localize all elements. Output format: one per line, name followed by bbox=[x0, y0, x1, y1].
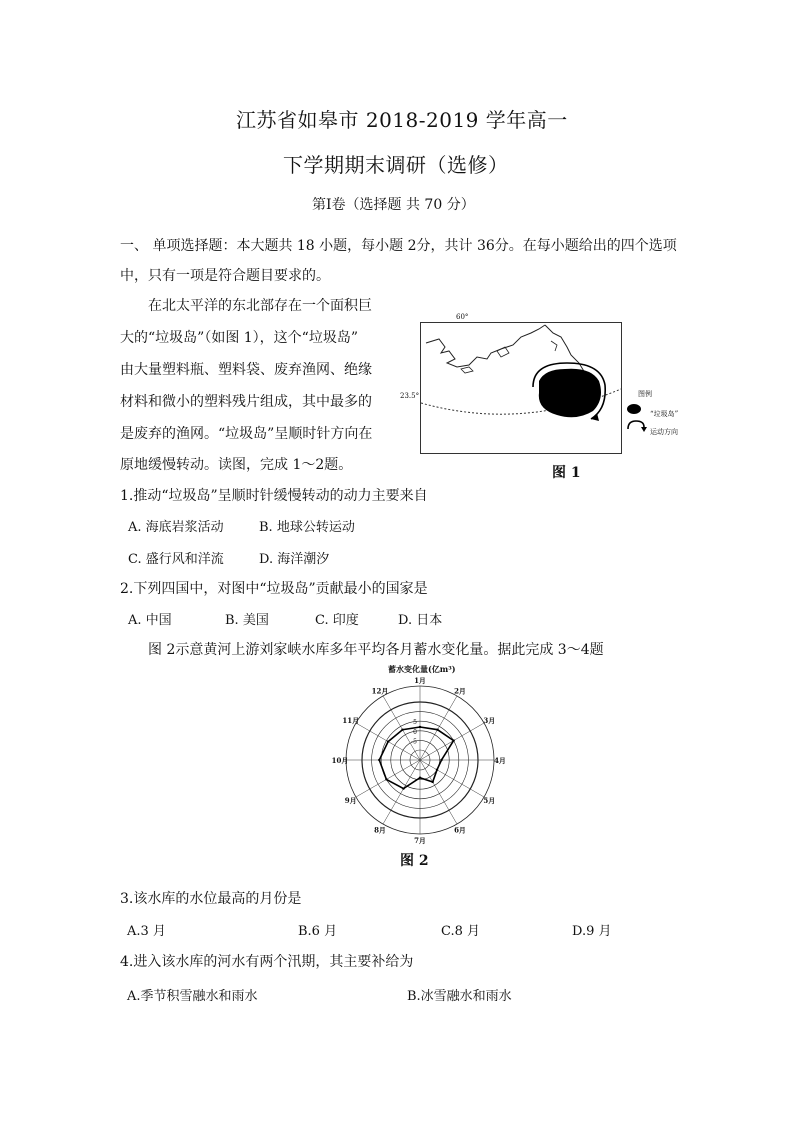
q2-option-c[interactable]: C. 印度 bbox=[315, 613, 359, 628]
page-subtitle: 下学期期末调研（选修） bbox=[283, 153, 509, 177]
data-point bbox=[387, 740, 389, 742]
q2-option-d[interactable]: D. 日本 bbox=[398, 613, 443, 628]
month-label: 12月 bbox=[371, 686, 389, 696]
data-point bbox=[378, 759, 380, 761]
month-label: 4月 bbox=[494, 756, 506, 765]
data-point bbox=[419, 776, 421, 778]
q1-option-c[interactable]: C. 盛行风和洋流 bbox=[128, 552, 224, 567]
month-label: 3月 bbox=[483, 716, 496, 725]
q4-stem: 4.进入该水库的河水有两个汛期，其主要补给为 bbox=[120, 954, 414, 970]
month-label: 9月 bbox=[344, 796, 357, 805]
legend-island-label: “垃圾岛” bbox=[650, 410, 679, 418]
chart-title: 蓄水变化量(亿m³) bbox=[388, 664, 456, 674]
ring-label: 0 bbox=[413, 728, 417, 736]
data-point bbox=[452, 739, 454, 741]
data-point bbox=[419, 726, 421, 728]
legend-title: 图例 bbox=[638, 390, 652, 398]
intro-line: 是废弃的渔网。“垃圾岛”呈顺时针方向在 bbox=[120, 426, 373, 442]
month-label: 11月 bbox=[342, 716, 360, 725]
data-point bbox=[401, 729, 403, 731]
data-point bbox=[436, 729, 438, 731]
q1-option-d[interactable]: D. 海洋潮汐 bbox=[259, 552, 330, 567]
q4-option-a[interactable]: A.季节积雪融水和雨水 bbox=[127, 989, 258, 1004]
q3-option-d[interactable]: D.9 月 bbox=[572, 924, 612, 939]
figure-1-map bbox=[420, 322, 622, 454]
radar-chart bbox=[330, 675, 510, 845]
q4-option-b[interactable]: B.冰雪融水和雨水 bbox=[407, 989, 512, 1004]
legend-arrow-icon bbox=[625, 419, 647, 433]
month-label: 2月 bbox=[454, 686, 466, 696]
lat-23-label: 23.5° bbox=[400, 392, 420, 400]
month-label: 5月 bbox=[483, 796, 496, 805]
figure-1-caption: 图 1 bbox=[552, 465, 581, 481]
data-point bbox=[385, 778, 387, 780]
q3-option-c[interactable]: C.8 月 bbox=[441, 924, 481, 939]
data-point bbox=[402, 787, 404, 789]
month-label: 1月 bbox=[414, 676, 426, 685]
q2-stem: 2.下列四国中，对图中“垃圾岛”贡献最小的国家是 bbox=[120, 581, 428, 597]
page-title: 江苏省如皋市 2018-2019 学年高一 bbox=[236, 108, 568, 132]
legend-motion-label: 运动方向 bbox=[650, 428, 678, 436]
q2-option-a[interactable]: A. 中国 bbox=[128, 613, 172, 628]
month-label: 7月 bbox=[414, 836, 426, 845]
month-label: 10月 bbox=[331, 756, 349, 765]
instruction-line-1: 一、 单项选择题：本大题共 18 小题，每小题 2分，共计 36分。在每小题给出的四个选项 bbox=[120, 238, 677, 254]
intro-line: 在北太平洋的东北部存在一个面积巨 bbox=[148, 298, 372, 314]
q2-option-b[interactable]: B. 美国 bbox=[225, 613, 269, 628]
lat-60-label: 60° bbox=[456, 313, 469, 321]
month-label: 8月 bbox=[374, 825, 386, 835]
data-point bbox=[431, 781, 433, 783]
section-heading: 第Ⅰ卷（选择题 共 70 分） bbox=[312, 197, 475, 213]
data-point bbox=[440, 759, 442, 761]
q3-option-a[interactable]: A.3 月 bbox=[127, 924, 166, 939]
garbage-island-shape bbox=[539, 369, 601, 418]
intro-line: 材料和微小的塑料残片组成，其中最多的 bbox=[120, 394, 372, 410]
q3-option-b[interactable]: B.6 月 bbox=[298, 924, 338, 939]
instruction-line-2: 中，只有一项是符合题目要求的。 bbox=[120, 268, 330, 284]
ring-label: 5 bbox=[413, 719, 417, 727]
legend-island-icon bbox=[627, 404, 641, 414]
month-label: 6月 bbox=[454, 825, 466, 835]
intro-line: 由大量塑料瓶、塑料袋、废弃渔网、绝缘 bbox=[120, 362, 372, 378]
ring-label: -5 bbox=[411, 738, 417, 746]
map-drawing bbox=[421, 323, 621, 453]
figure-2-caption: 图 2 bbox=[400, 853, 429, 869]
intro-line: 原地缓慢转动。读图，完成 1～2题。 bbox=[120, 457, 353, 473]
q1-option-a[interactable]: A. 海底岩浆活动 bbox=[128, 520, 224, 535]
q1-option-b[interactable]: B. 地球公转运动 bbox=[259, 520, 355, 535]
figure-2-intro: 图 2示意黄河上游刘家峡水库多年平均各月蓄水变化量。据此完成 3～4题 bbox=[148, 642, 604, 658]
intro-line: 大的“垃圾岛”（如图 1），这个“垃圾岛” bbox=[120, 330, 358, 346]
q1-stem: 1.推动“垃圾岛”呈顺时针缓慢转动的动力主要来自 bbox=[120, 488, 428, 504]
q3-stem: 3.该水库的水位最高的月份是 bbox=[120, 891, 302, 907]
data-point bbox=[436, 769, 438, 771]
